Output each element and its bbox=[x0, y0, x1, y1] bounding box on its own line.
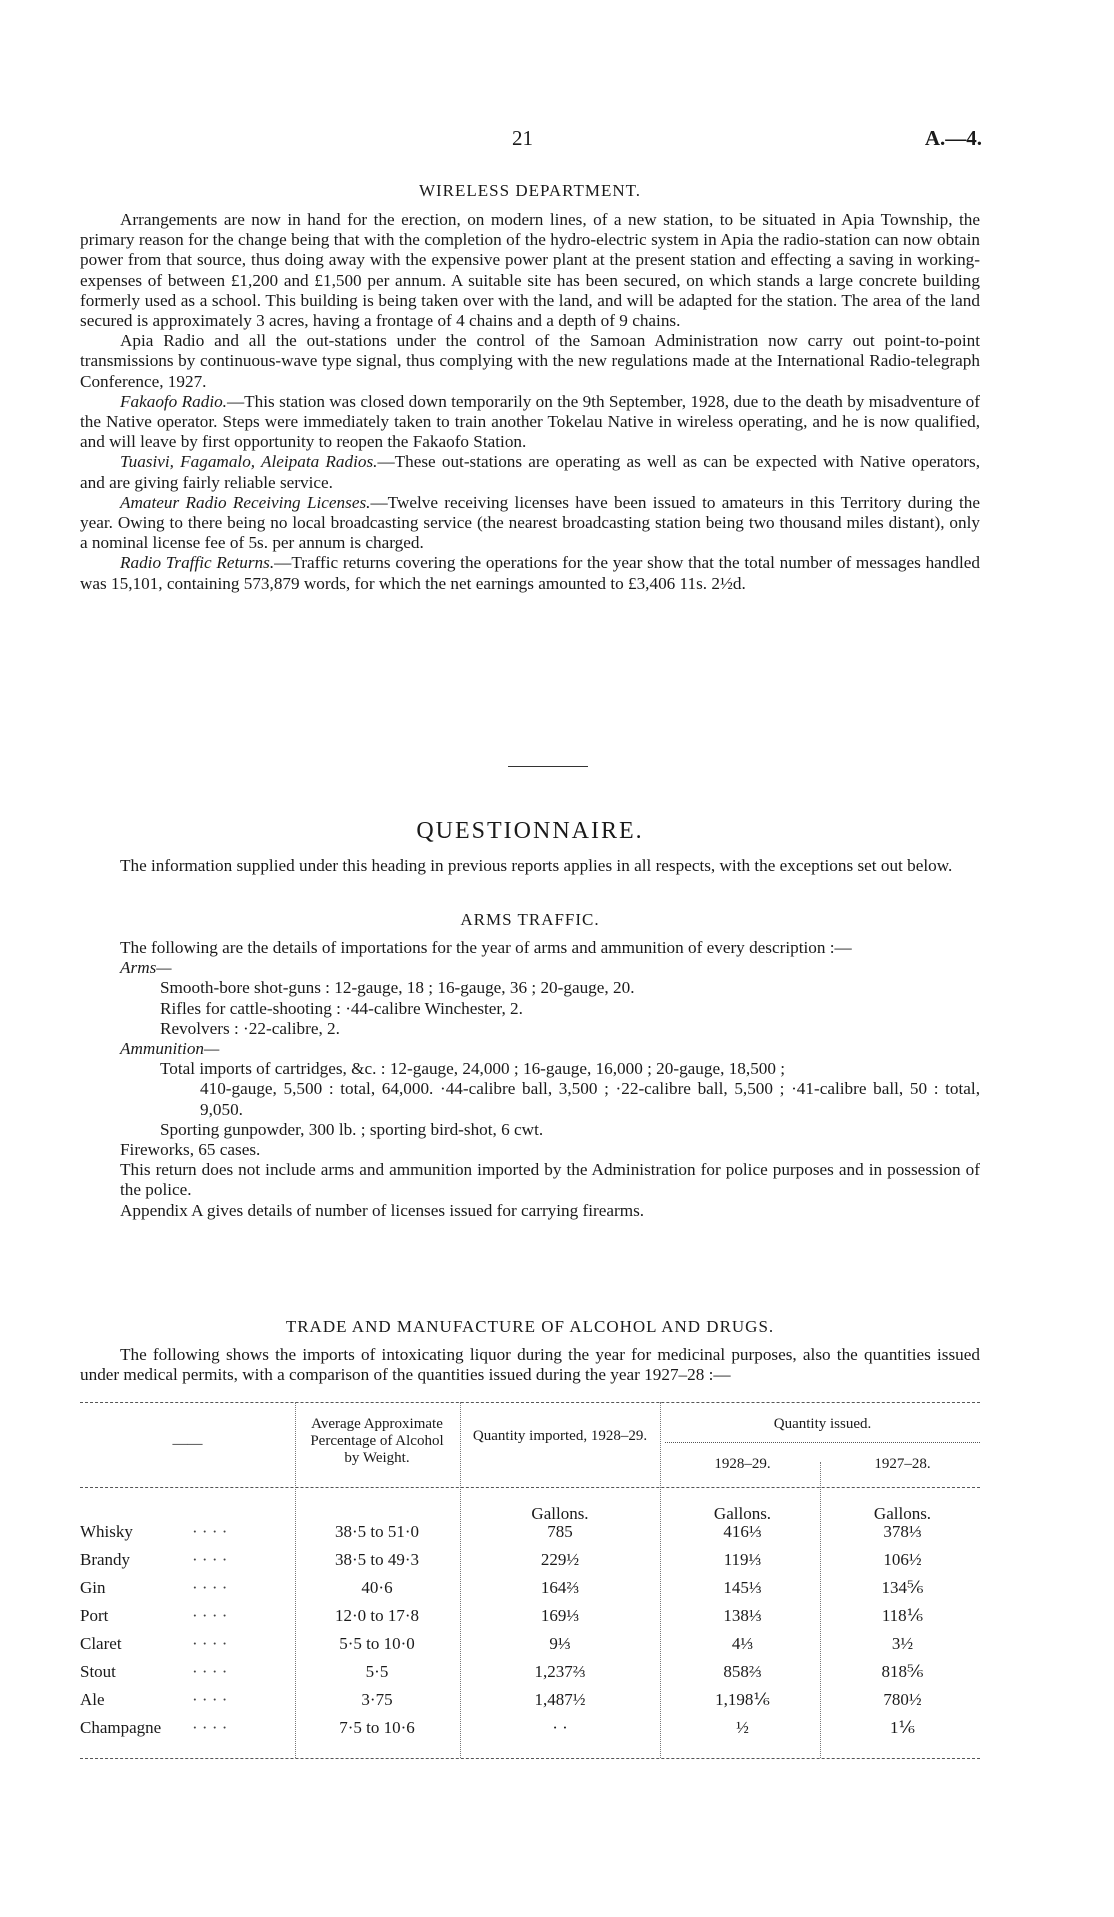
table-bottom-rule bbox=[80, 1758, 980, 1759]
row-liquor-name: Whisky bbox=[80, 1522, 133, 1541]
row-issued-1928: ½ bbox=[736, 1718, 749, 1737]
wireless-section bbox=[80, 210, 980, 594]
row-quantity-imported: · · bbox=[552, 1718, 568, 1737]
paragraph-lead: Fakaofo Radio. bbox=[120, 391, 227, 411]
arms-item: Rifles for cattle-shooting : ·44-calibre Winchester, 2. bbox=[160, 998, 523, 1018]
row-issued-1928: 4⅓ bbox=[731, 1634, 754, 1653]
liquor-table bbox=[80, 1402, 980, 1762]
row-alcohol-percent: 5·5 bbox=[365, 1662, 389, 1681]
row-liquor-name: Brandy bbox=[80, 1550, 131, 1569]
row-quantity-imported: 169⅓ bbox=[540, 1606, 580, 1625]
questionnaire-heading: QUESTIONNAIRE. bbox=[416, 818, 644, 844]
alcohol-intro-block bbox=[80, 1345, 980, 1385]
row-liquor-name: Claret bbox=[80, 1634, 122, 1653]
row-liquor-name: Port bbox=[80, 1606, 109, 1625]
paragraph-lead: Tuasivi, Fagamalo, Aleipata Radios. bbox=[120, 452, 378, 472]
wireless-paragraph bbox=[80, 392, 980, 453]
gunpowder-line: Sporting gunpowder, 300 lb. ; sporting bird-shot, 6 cwt. bbox=[160, 1119, 544, 1139]
row-quantity-imported: 785 bbox=[547, 1522, 573, 1541]
column-divider bbox=[460, 1402, 461, 1758]
row-issued-1927: 134⅚ bbox=[881, 1578, 924, 1597]
leader-dots: · · · · bbox=[192, 1606, 228, 1625]
leader-dots: · · · · bbox=[192, 1550, 228, 1569]
row-issued-1928: 119⅓ bbox=[723, 1550, 762, 1569]
column-divider bbox=[660, 1402, 661, 1758]
ammunition-total: Total imports of cartridges, &c. : 12-gauge, 24,000 ; 16-gauge, 16,000 ; 20-gauge, 18,500 ; bbox=[160, 1059, 786, 1079]
row-issued-1927: 3½ bbox=[891, 1634, 914, 1653]
row-liquor-name: Stout bbox=[80, 1662, 116, 1681]
arms-item: Smooth-bore shot-guns : 12-gauge, 18 ; 16-gauge, 36 ; 20-gauge, 20. bbox=[160, 978, 635, 998]
header-issued: Quantity issued. bbox=[773, 1416, 872, 1432]
row-alcohol-percent: 40·6 bbox=[361, 1578, 393, 1597]
wireless-paragraph bbox=[80, 493, 980, 554]
questionnaire-intro-block bbox=[80, 856, 980, 876]
unit-issued-1928: Gallons. bbox=[713, 1504, 772, 1523]
row-liquor-name: Gin bbox=[80, 1578, 106, 1597]
row-alcohol-percent: 3·75 bbox=[361, 1690, 393, 1709]
wireless-paragraph bbox=[80, 331, 980, 392]
page-number: 21 bbox=[512, 126, 533, 150]
header-percent: Average Approximate Percentage of Alcohol by Weight. bbox=[310, 1416, 444, 1466]
unit-imported: Gallons. bbox=[531, 1504, 589, 1523]
page-header bbox=[0, 126, 1114, 156]
alcohol-heading: TRADE AND MANUFACTURE OF ALCOHOL AND DRUGS. bbox=[285, 1317, 775, 1336]
paragraph-lead: Amateur Radio Receiving Licenses. bbox=[120, 492, 371, 512]
row-issued-1927: 378⅓ bbox=[883, 1522, 922, 1541]
fireworks-line: Fireworks, 65 cases. bbox=[120, 1140, 261, 1160]
row-alcohol-percent: 38·5 to 51·0 bbox=[334, 1522, 420, 1541]
arms-heading: ARMS TRAFFIC. bbox=[460, 910, 600, 929]
section-divider bbox=[508, 766, 588, 767]
header-issued-1927: 1927–28. bbox=[874, 1456, 931, 1472]
row-issued-1928: 1,198⅙ bbox=[715, 1690, 770, 1709]
paragraph-lead: Radio Traffic Returns. bbox=[120, 553, 275, 573]
row-alcohol-percent: 12·0 to 17·8 bbox=[334, 1606, 420, 1625]
row-issued-1927: 106½ bbox=[883, 1550, 922, 1569]
paragraph-text: Apia Radio and all the out-stations under the control of the Samoan Administration now carry out point-to-point transmissions by continuous-wave type signal, thus complying with the new regulations made at the International Radio-telegraph Conference, 1927. bbox=[80, 331, 980, 391]
row-quantity-imported: 1,487½ bbox=[534, 1690, 586, 1709]
unit-issued-1927: Gallons. bbox=[873, 1504, 932, 1523]
row-issued-1928: 145⅓ bbox=[723, 1578, 762, 1597]
paragraph-text: —Twelve receiving licenses have been issued to amateurs in this Territory during the year. Owing to there being no local broadcasting service (the nearest broadcasting station being two thousand miles distant), only a nominal license fee of 5s. per annum is charged. bbox=[80, 492, 980, 553]
row-issued-1927: 1⅙ bbox=[890, 1718, 915, 1737]
paragraph-text: —This station was closed down temporarily on the 9th September, 1928, due to the death by misadventure of the Native operator. Steps were immediately taken to train another Tokelau Native in wireless operating, and he is now qualified, and will leave by first opportunity to reopen the Fakaofo Station. bbox=[80, 391, 980, 452]
arms-item: Revolvers : ·22-calibre, 2. bbox=[160, 1018, 340, 1038]
row-alcohol-percent: 38·5 to 49·3 bbox=[334, 1550, 420, 1569]
leader-dots: · · · · bbox=[192, 1634, 228, 1653]
row-alcohol-percent: 7·5 to 10·6 bbox=[339, 1718, 415, 1737]
row-liquor-name: Ale bbox=[80, 1690, 105, 1709]
row-issued-1927: 118⅙ bbox=[881, 1606, 924, 1625]
ammunition-label: Ammunition— bbox=[120, 1039, 220, 1059]
header-sub-rule bbox=[665, 1442, 980, 1443]
row-liquor-name: Champagne bbox=[80, 1718, 162, 1737]
leader-dots: · · · · bbox=[192, 1522, 228, 1541]
row-issued-1927: 780½ bbox=[883, 1690, 922, 1709]
wireless-heading: WIRELESS DEPARTMENT. bbox=[418, 181, 642, 200]
arms-note: This return does not include arms and ammunition imported by the Administration for police purposes and in possession of the police. bbox=[120, 1160, 980, 1200]
row-issued-1927: 818⅚ bbox=[881, 1662, 924, 1681]
header-blank: —— bbox=[172, 1436, 203, 1452]
arms-label: Arms— bbox=[120, 958, 172, 978]
row-quantity-imported: 1,237⅔ bbox=[534, 1662, 586, 1681]
header-imported: Quantity imported, 1928–29. bbox=[472, 1428, 648, 1444]
row-issued-1928: 138⅓ bbox=[723, 1606, 762, 1625]
header-bottom-rule bbox=[80, 1487, 980, 1488]
column-divider bbox=[820, 1462, 821, 1758]
row-issued-1928: 416⅓ bbox=[723, 1522, 762, 1541]
paragraph-text: —These out-stations are operating as well as can be expected with Native operators, and are giving fairly reliable service. bbox=[80, 452, 980, 492]
wireless-paragraph bbox=[80, 553, 980, 593]
header-issued-1928: 1928–29. bbox=[714, 1456, 771, 1472]
leader-dots: · · · · bbox=[192, 1578, 228, 1597]
paragraph-text: Arrangements are now in hand for the erection, on modern lines, of a new station, to be situated in Apia Township, the primary reason for the change being that with the completion of the hydro-electric system in Apia the radio-station can now obtain power from that source, thus doing away with the expensive power plant at the present station and effecting a saving in working-expenses of between £1,200 and £1,500 per annum. A suitable site has been secured, on which stands a large concrete building formerly used as a school. This building is being taken over with the land, and will be adapted for the station. The area of the land secured is approximately 3 acres, having a frontage of 4 chains and a depth of 9 chains. bbox=[80, 210, 980, 331]
column-divider bbox=[295, 1402, 296, 1758]
row-quantity-imported: 164⅔ bbox=[540, 1578, 580, 1597]
arms-intro: The following are the details of importations for the year of arms and ammunition of every description :— bbox=[120, 938, 852, 957]
leader-dots: · · · · bbox=[192, 1718, 228, 1737]
appendix-note: Appendix A gives details of number of licenses issued for carrying firearms. bbox=[120, 1200, 645, 1220]
alcohol-intro: The following shows the imports of intoxicating liquor during the year for medicinal purposes, also the quantities issued under medical permits, with a comparison of the quantities issued during the year 1927–28 :— bbox=[80, 1345, 980, 1385]
row-issued-1928: 858⅔ bbox=[723, 1662, 762, 1681]
ammunition-continued: 410-gauge, 5,500 : total, 64,000. ·44-calibre ball, 3,500 ; ·22-calibre ball, 5,500 ; ·41-calibre ball, 50 : total, 9,050. bbox=[200, 1079, 980, 1119]
questionnaire-intro: The information supplied under this heading in previous reports applies in all respects, with the exceptions set out below. bbox=[120, 856, 953, 875]
leader-dots: · · · · bbox=[192, 1690, 228, 1709]
arms-section bbox=[80, 938, 980, 1221]
document-code: A.—4. bbox=[924, 126, 982, 150]
wireless-paragraph bbox=[80, 452, 980, 492]
paragraph-text: —Traffic returns covering the operations for the year show that the total number of messages handled was 15,101, containing 573,879 words, for which the net earnings amounted to £3,406 11s. 2½d. bbox=[80, 553, 980, 593]
leader-dots: · · · · bbox=[192, 1662, 228, 1681]
row-quantity-imported: 229½ bbox=[540, 1550, 580, 1569]
table-top-rule bbox=[80, 1402, 980, 1403]
wireless-paragraph bbox=[80, 210, 980, 331]
row-alcohol-percent: 5·5 to 10·0 bbox=[339, 1634, 415, 1653]
row-quantity-imported: 9⅓ bbox=[549, 1634, 571, 1653]
